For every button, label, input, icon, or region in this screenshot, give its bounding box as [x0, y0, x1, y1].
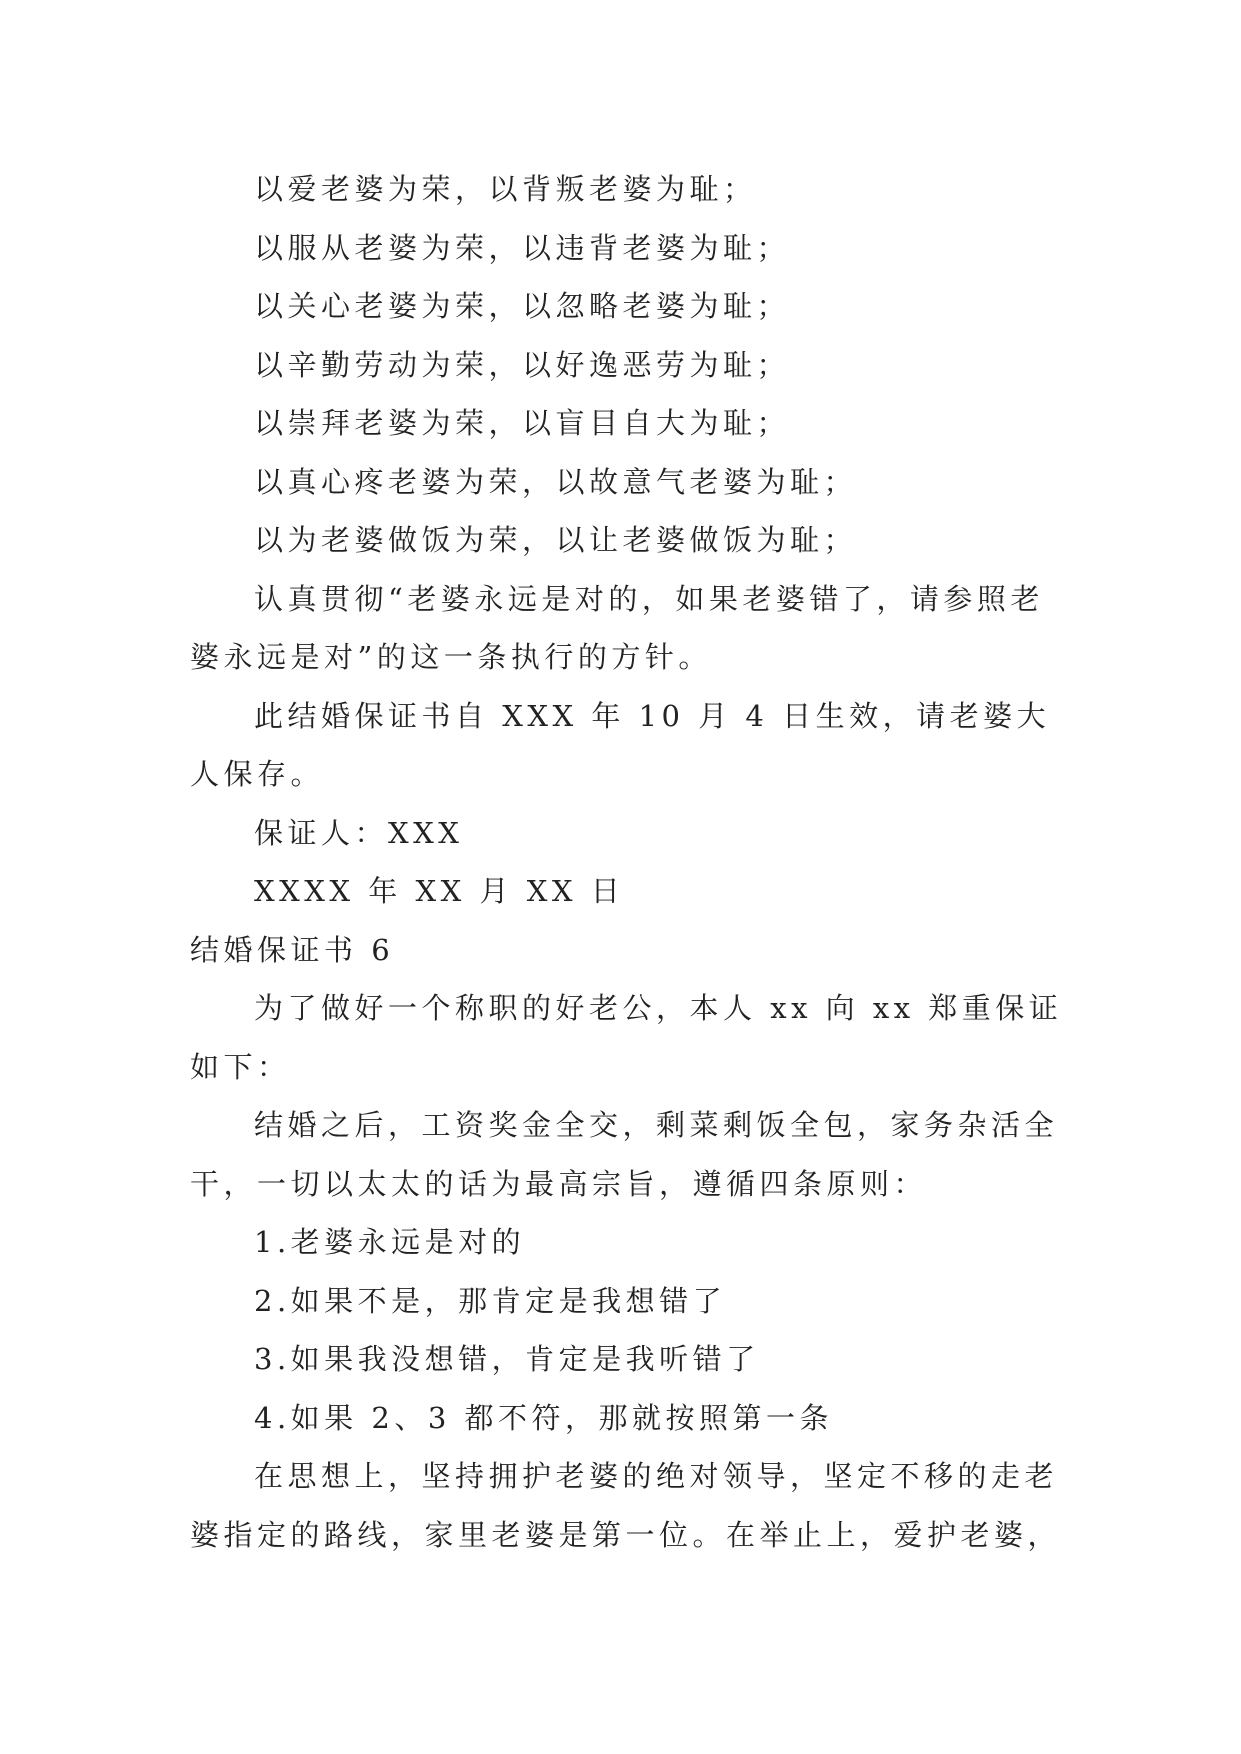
paragraph-3: 以关心老婆为荣，以忽略老婆为耻；	[254, 289, 791, 323]
paragraph-6: 以真心疼老婆为荣，以故意气老婆为耻；	[254, 464, 858, 499]
paragraph-4: 以辛勤劳动为荣，以好逸恶劳为耻；	[254, 347, 791, 382]
list-item-4: 4.如果 2、3 都不符，那就按照第一条	[254, 1400, 834, 1435]
document-body	[190, 160, 1065, 1564]
paragraph-13: 为了做好一个称职的好老公，本人 xx 向 xx 郑重保证如下：	[190, 991, 1063, 1084]
paragraph-14: 结婚之后，工资奖金全交，剩菜剩饭全包，家务杂活全干，一切以太太的话为最高宗旨，遵循四条原则：	[190, 1108, 1059, 1201]
paragraph-2: 以服从老婆为荣，以违背老婆为耻；	[254, 230, 791, 265]
paragraph-7: 以为老婆做饭为荣，以让老婆做饭为耻；	[254, 523, 858, 557]
paragraph-9: 此结婚保证书自 XXX 年 10 月 4 日生效，请老婆大人保存。	[190, 698, 1051, 791]
paragraph-1: 以爱老婆为荣，以背叛老婆为耻；	[254, 172, 757, 206]
paragraph-8: 认真贯彻“老婆永远是对的，如果老婆错了，请参照老婆永远是对”的这一条执行的方针。	[190, 581, 1044, 674]
list-item-3: 3.如果我没想错，肯定是我听错了	[254, 1342, 760, 1376]
paragraph-19: 在思想上，坚持拥护老婆的绝对领导，坚定不移的走老婆指定的路线，家里老婆是第一位。在举止上，爱护老婆，	[190, 1459, 1062, 1552]
list-item-1: 1.老婆永远是对的	[254, 1225, 526, 1259]
signatory-line: 保证人：XXX	[254, 815, 464, 850]
date-line: XXXX 年 XX 月 XX 日	[254, 874, 625, 908]
paragraph-5: 以崇拜老婆为荣，以盲目自大为耻；	[254, 406, 791, 440]
section-heading: 结婚保证书 6	[190, 932, 395, 967]
list-item-2: 2.如果不是，那肯定是我想错了	[254, 1283, 727, 1318]
